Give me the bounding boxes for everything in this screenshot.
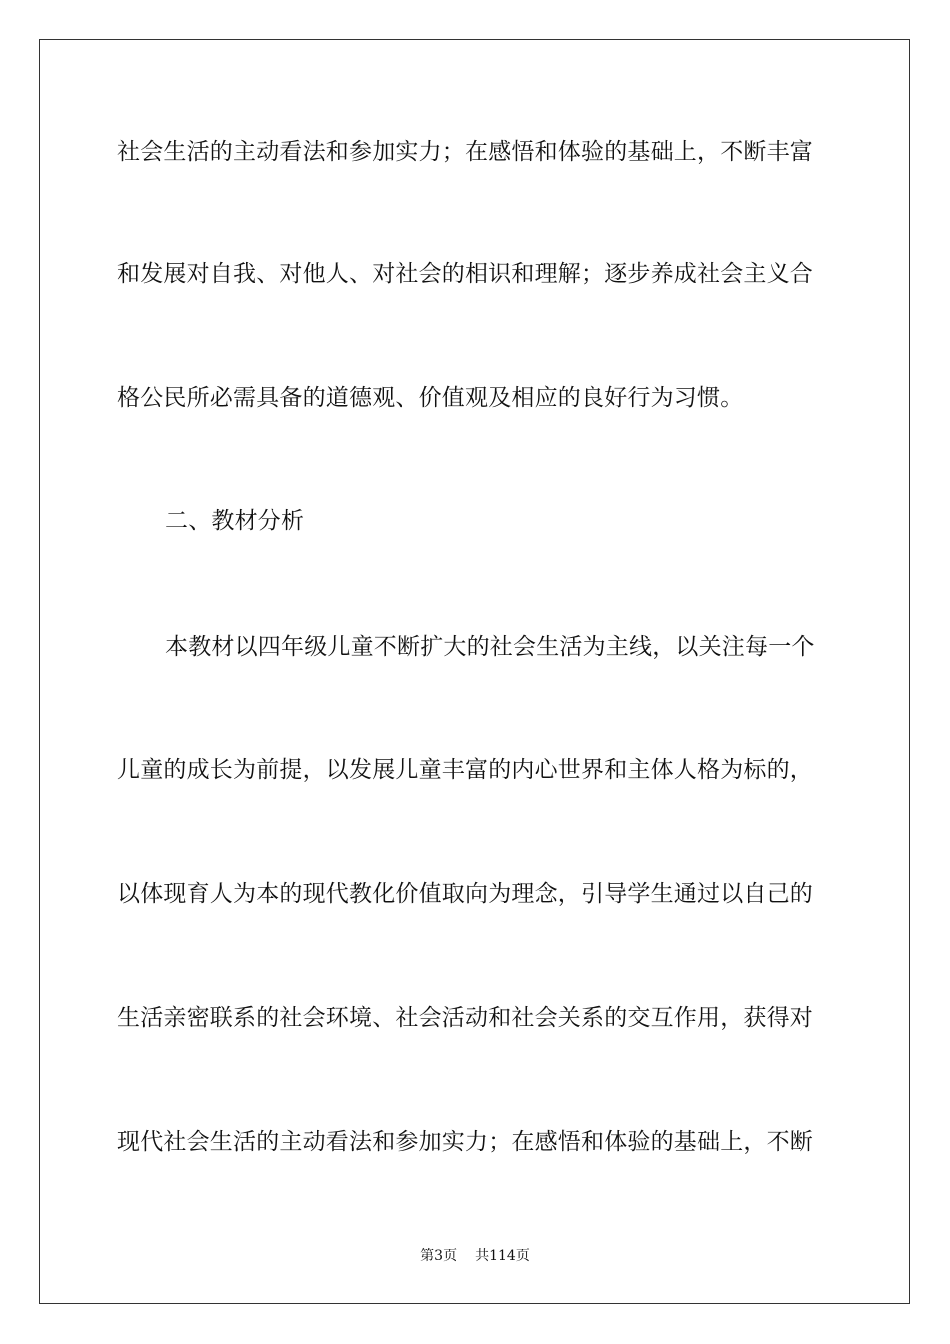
body-text-line-4: 本教材以四年级儿童不断扩大的社会生活为主线，以关注每一个: [165, 634, 815, 660]
page-border: [39, 39, 910, 1304]
section-heading: 二、教材分析: [165, 508, 305, 534]
body-text-line-7: 生活亲密联系的社会环境、社会活动和社会关系的交互作用，获得对: [117, 1005, 813, 1031]
body-text-line-6: 以体现育人为本的现代教化价值取向为理念，引导学生通过以自己的: [117, 881, 813, 907]
page-number: 第3页: [420, 1248, 458, 1264]
body-text-line-2: 和发展对自我、对他人、对社会的相识和理解；逐步养成社会主义合: [117, 261, 813, 287]
page-footer: [0, 1246, 950, 1266]
page-total: 共114页: [475, 1248, 530, 1264]
body-text-line-1: 社会生活的主动看法和参加实力；在感悟和体验的基础上，不断丰富: [117, 139, 813, 165]
body-text-line-5: 儿童的成长为前提，以发展儿童丰富的内心世界和主体人格为标的，: [117, 757, 813, 783]
body-text-line-3: 格公民所必需具备的道德观、价值观及相应的良好行为习惯。: [117, 385, 744, 411]
body-text-line-8: 现代社会生活的主动看法和参加实力；在感悟和体验的基础上，不断: [117, 1129, 813, 1155]
